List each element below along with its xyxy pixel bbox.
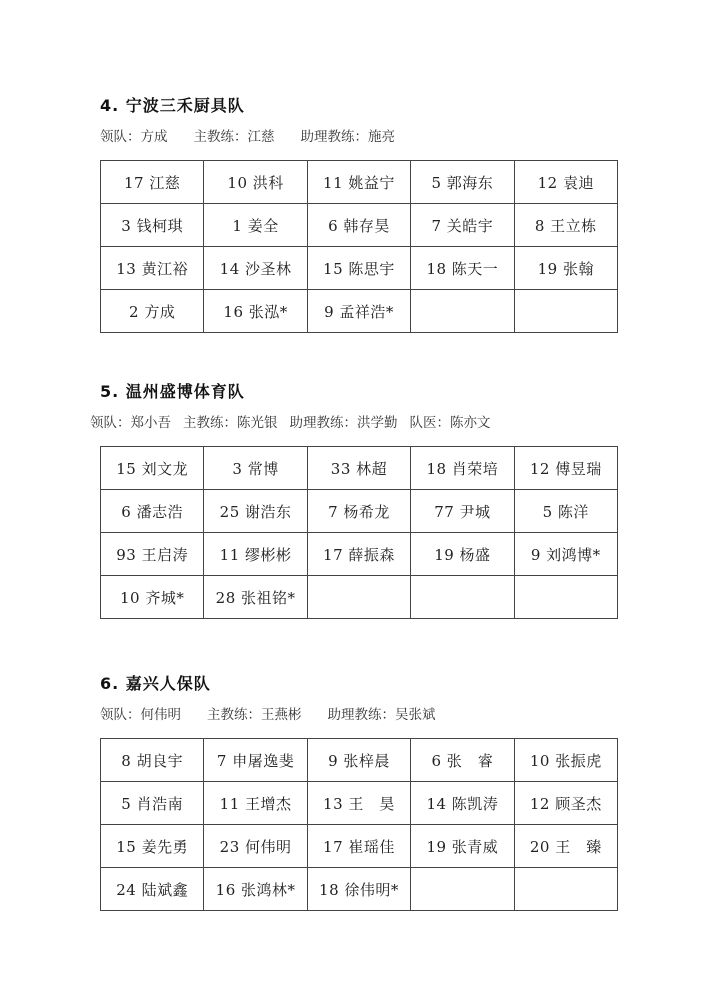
player-cell: 15 姜先勇	[101, 825, 204, 868]
player-cell: 12 顾圣杰	[514, 782, 617, 825]
player-cell	[514, 868, 617, 911]
player-cell: 28 张祖铭*	[204, 576, 307, 619]
player-cell: 6 韩存昊	[307, 204, 410, 247]
player-cell: 20 王 臻	[514, 825, 617, 868]
table-row	[101, 576, 618, 619]
player-cell: 17 薛振森	[307, 533, 410, 576]
player-cell: 9 孟祥浩*	[307, 290, 410, 333]
player-cell: 3 钱柯琪	[101, 204, 204, 247]
player-cell: 16 张泓*	[204, 290, 307, 333]
player-cell	[411, 290, 514, 333]
player-cell: 19 张青威	[411, 825, 514, 868]
team-title: 5. 温州盛博体育队	[100, 382, 245, 401]
staff-value: 郑小吾	[130, 415, 171, 431]
player-cell: 18 肖荣培	[411, 447, 514, 490]
staff-label: 领队：	[100, 129, 141, 145]
team-section-wenzhou	[90, 380, 620, 619]
staff-line	[100, 702, 620, 728]
table-row	[101, 739, 618, 782]
player-cell: 7 杨希龙	[307, 490, 410, 533]
player-cell: 24 陆斌鑫	[101, 868, 204, 911]
table-row	[101, 490, 618, 533]
staff-label: 队医：	[409, 415, 450, 431]
player-cell: 10 齐城*	[101, 576, 204, 619]
player-cell	[411, 576, 514, 619]
team-title: 4. 宁波三禾厨具队	[100, 96, 245, 115]
player-cell	[514, 576, 617, 619]
team-title: 6. 嘉兴人保队	[100, 674, 211, 693]
staff-value: 江慈	[247, 129, 275, 145]
table-row	[101, 825, 618, 868]
player-cell: 18 徐伟明*	[307, 868, 410, 911]
player-cell: 23 何伟明	[204, 825, 307, 868]
roster-table	[100, 738, 618, 911]
player-cell: 11 王增杰	[204, 782, 307, 825]
player-cell: 5 肖浩南	[101, 782, 204, 825]
player-cell: 7 申屠逸斐	[204, 739, 307, 782]
staff-line	[90, 410, 620, 436]
staff-value: 陈光银	[237, 415, 278, 431]
player-cell: 14 陈凯涛	[411, 782, 514, 825]
player-cell: 1 姜全	[204, 204, 307, 247]
table-row	[101, 161, 618, 204]
staff-value: 吴张斌	[395, 707, 436, 723]
player-cell: 3 常博	[204, 447, 307, 490]
player-cell: 15 陈思宇	[307, 247, 410, 290]
player-cell	[514, 290, 617, 333]
player-cell: 18 陈天一	[411, 247, 514, 290]
player-cell: 13 王 昊	[307, 782, 410, 825]
player-cell: 15 刘文龙	[101, 447, 204, 490]
player-cell: 6 张 睿	[411, 739, 514, 782]
player-cell: 12 傅昱瑞	[514, 447, 617, 490]
player-cell: 77 尹城	[411, 490, 514, 533]
player-cell: 2 方成	[101, 290, 204, 333]
staff-value: 陈亦文	[450, 415, 491, 431]
staff-label: 领队：	[100, 707, 141, 723]
player-cell: 19 张翰	[514, 247, 617, 290]
player-cell	[411, 868, 514, 911]
table-row	[101, 290, 618, 333]
staff-value: 洪学勤	[357, 415, 398, 431]
table-row	[101, 868, 618, 911]
staff-label: 助理教练：	[327, 707, 395, 723]
table-row	[101, 447, 618, 490]
player-cell: 10 张振虎	[514, 739, 617, 782]
player-cell: 7 关皓宇	[411, 204, 514, 247]
team-section-jiaxing	[100, 672, 620, 911]
team-section-ningbo	[100, 94, 620, 333]
player-cell: 16 张鸿林*	[204, 868, 307, 911]
staff-label: 助理教练：	[300, 129, 368, 145]
player-cell: 25 谢浩东	[204, 490, 307, 533]
player-cell: 17 江慈	[101, 161, 204, 204]
player-cell: 19 杨盛	[411, 533, 514, 576]
staff-value: 方成	[140, 129, 168, 145]
player-cell: 17 崔瑶佳	[307, 825, 410, 868]
player-cell: 9 张梓晨	[307, 739, 410, 782]
player-cell: 11 姚益宁	[307, 161, 410, 204]
staff-value: 施亮	[368, 129, 395, 145]
player-cell: 8 胡良宇	[101, 739, 204, 782]
staff-value: 王燕彬	[261, 707, 302, 723]
player-cell: 6 潘志浩	[101, 490, 204, 533]
table-row	[101, 533, 618, 576]
staff-label: 领队：	[90, 415, 131, 431]
player-cell: 5 陈洋	[514, 490, 617, 533]
player-cell: 14 沙圣林	[204, 247, 307, 290]
player-cell	[307, 576, 410, 619]
player-cell: 8 王立栋	[514, 204, 617, 247]
staff-label: 主教练：	[207, 707, 261, 723]
roster-table	[100, 160, 618, 333]
player-cell: 93 王启涛	[101, 533, 204, 576]
player-cell: 10 洪科	[204, 161, 307, 204]
staff-label: 助理教练：	[289, 415, 357, 431]
player-cell: 11 缪彬彬	[204, 533, 307, 576]
staff-label: 主教练：	[183, 415, 237, 431]
player-cell: 33 林超	[307, 447, 410, 490]
staff-value: 何伟明	[140, 707, 181, 723]
staff-label: 主教练：	[193, 129, 248, 145]
player-cell: 9 刘鸿博*	[514, 533, 617, 576]
player-cell: 12 袁迪	[514, 161, 617, 204]
table-row	[101, 247, 618, 290]
player-cell: 13 黄江裕	[101, 247, 204, 290]
staff-line	[100, 124, 620, 150]
table-row	[101, 204, 618, 247]
player-cell: 5 郭海东	[411, 161, 514, 204]
table-row	[101, 782, 618, 825]
roster-table	[100, 446, 618, 619]
